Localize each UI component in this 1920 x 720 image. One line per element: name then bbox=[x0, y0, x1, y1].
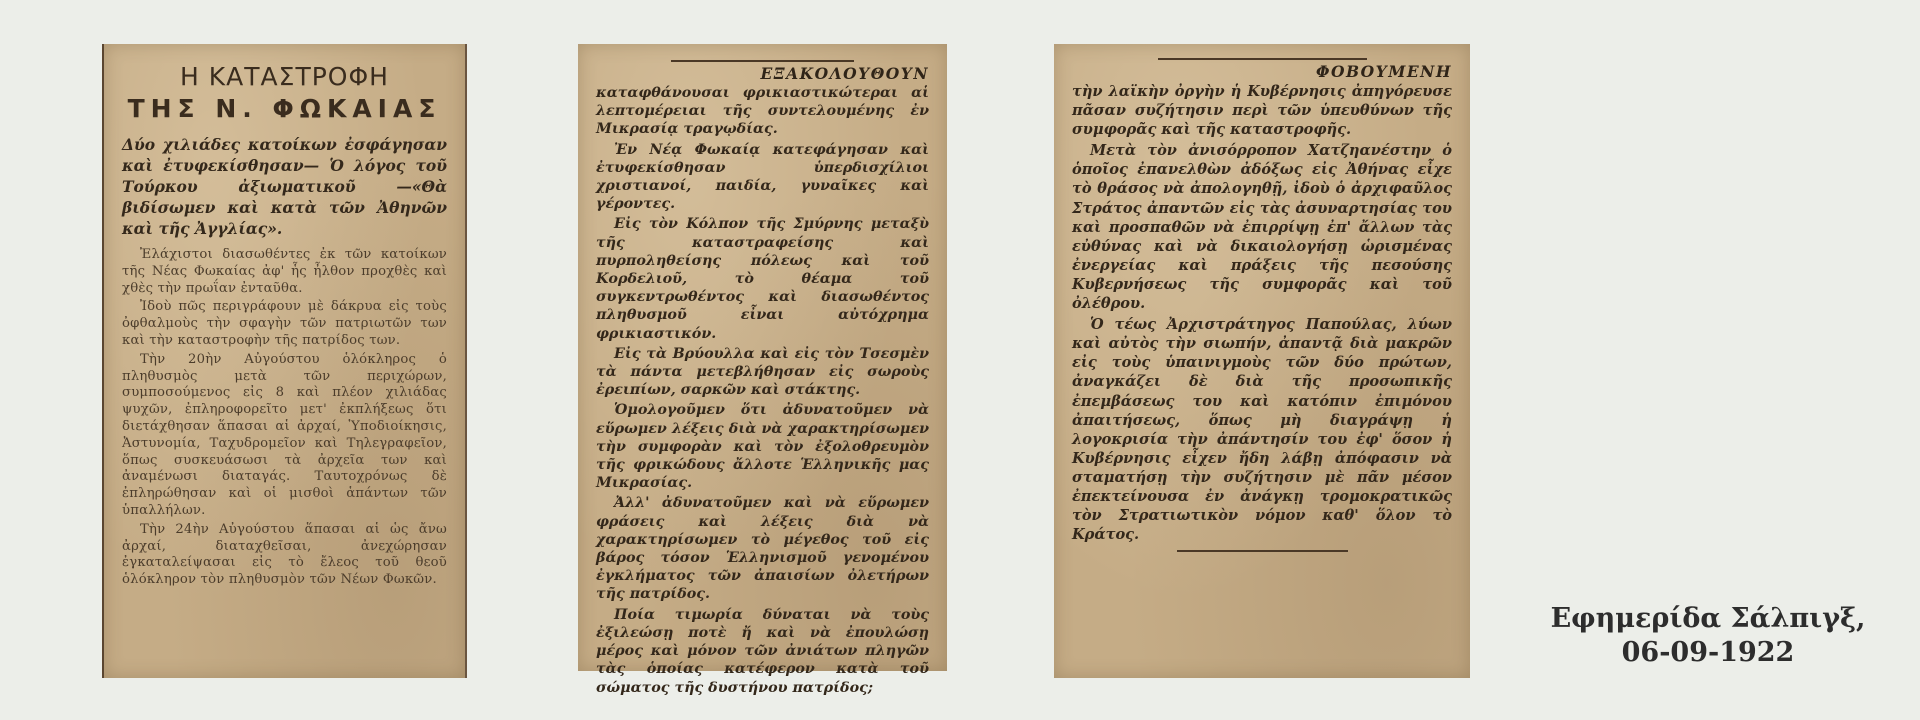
article-subheading: Δύο χιλιάδες κατοίκων ἐσφάγησαν καὶ ἐτυφεκίσθησαν— Ὁ λόγος τοῦ Τούρκου ἀξιωματικοῦ —«Θὰ βιδίσωμεν καὶ κατὰ τῶν Ἀθηνῶν καὶ τῆς Ἀγγλίας». bbox=[122, 135, 447, 238]
article-paragraph: τὴν λαϊκὴν ὀργὴν ἡ Κυβέρνησις ἀπηγόρευσε πᾶσαν συζήτησιν περὶ τῶν ὑπευθύνων τῆς συμφορᾶς καὶ τῆς καταστροφῆς. bbox=[1072, 83, 1452, 139]
article-paragraph: Ὁ τέως Ἀρχιστράτηγος Παπούλας, λύων καὶ αὐτὸς τὴν σιωπήν, ἀπαντᾷ διὰ μακρῶν εἰς τοὺς ὑπαινιγμοὺς τῶν δύο πρώτων, ἀναγκάζει δὲ διὰ τῆς προσωπικῆς ἐπεμβάσεως του καὶ κατόπιν ἐπιμόνου ἀπαιτήσεως, ὅπως μὴ διαγράψῃ ἡ λογοκρισία τὴν ἀπάντησίν του ἐφ' ὅσον ἡ Κυβέρνησις εἶχεν ἤδη λάβῃ ἀπόφασιν νὰ σταματήσῃ τὴν συζήτησιν μὲ πᾶν μέσον ἐπεκτείνουσα ἐν ἀνάγκῃ τρομοκρατικῶς τὸν Στρατιωτικὸν νόμον καθ' ὅλον τὸ Κράτος. bbox=[1072, 316, 1452, 544]
newspaper-clipping-catastrophe bbox=[102, 44, 467, 678]
decorative-rule bbox=[1158, 58, 1367, 60]
article-paragraph: Ποία τιμωρία δύναται νὰ τοὺς ἐξιλεώσῃ ποτὲ ἤ καὶ νὰ ἐπουλώσῃ μέρος καὶ μόνον τῶν ἀνιάτων πληγῶν τὰς ὁποίας κατέφερον κατὰ τοῦ σώματος τῆς δυστήνου πατρίδος; bbox=[596, 606, 929, 696]
newspaper-clipping-continuing bbox=[578, 44, 947, 696]
decorative-rule bbox=[1177, 550, 1348, 552]
article-paragraph: Τὴν 20ὴν Αὐγούστου ὁλόκληρος ὁ πληθυσμὸς μετὰ τῶν περιχώρων, συμποσούμενος εἰς 8 καὶ πλέον χιλιάδας ψυχῶν, ἐπληροφορεῖτο μετ' ἐκπλήξεως ὅτι διετάχθησαν ἅπασαι αἱ ἀρχαί, Ὑποδιοίκησις, Ἀστυνομία, Ταχυδρομεῖον καὶ Τηλεγραφεῖον, ὅπως συσκευάσωσι τὰ ἀρχεῖα των καὶ ἀναμένωσι διαταγάς. Ταυτοχρόνως δὲ ἐπληρώθησαν καὶ οἱ μισθοὶ ἁπάντων τῶν ὑπαλλήλων. bbox=[122, 351, 447, 518]
decorative-rule bbox=[671, 60, 854, 62]
article-paragraph: Τὴν 24ὴν Αὐγούστου ἅπασαι αἱ ὡς ἄνω ἀρχαί, διαταχθεῖσαι, ἀνεχώρησαν ἐγκαταλείψασαι εἰς τὸ ἔλεος τοῦ θεοῦ ὁλόκληρον τὸν πληθυσμὸν τῶν Νέων Φωκῶν. bbox=[122, 521, 447, 588]
article-title-line2: ΤΗΣ Ν. ΦΩΚΑΙΑΣ bbox=[127, 94, 442, 123]
caption-newspaper-name: Εφημερίδα Σάλπιγξ, bbox=[1550, 603, 1866, 634]
article-paragraph: Εἰς τὰ Βρύουλλα καὶ εἰς τὸν Τσεσμὲν τὰ πάντα μετεβλήθησαν εἰς σωροὺς ἐρειπίων, σαρκῶν καὶ στάκτης. bbox=[596, 345, 929, 399]
caption-date: 06-09-1922 bbox=[1621, 637, 1795, 668]
source-caption bbox=[1528, 602, 1888, 670]
article-paragraph: Ἐν Νέᾳ Φωκαίᾳ κατεφάγησαν καὶ ἐτυφεκίσθησαν ὑπερδισχίλιοι χριστιανοί, παιδία, γυναῖκες καὶ γέροντες. bbox=[596, 141, 929, 213]
article-paragraph: Ἰδοὺ πῶς περιγράφουν μὲ δάκρυα εἰς τοὺς ὀφθαλμοὺς τὴν σφαγὴν τῶν πατριωτῶν των καὶ τὴν καταστροφὴν τῆς πατρίδος των. bbox=[122, 299, 447, 348]
article-paragraph: Ἀλλ' ἀδυνατοῦμεν καὶ νὰ εὕρωμεν φράσεις καὶ λέξεις διὰ νὰ χαρακτηρίσωμεν τὸ μέγεθος τοῦ εἰς βάρος τόσον Ἑλληνισμοῦ γενομένου ἐγκλήματος τῶν ἀπαισίων ὀλετήρων τῆς πατρίδος. bbox=[596, 495, 929, 603]
article-paragraph: Μετὰ τὸν ἀνισόρροπον Χατζηανέστην ὁ ὁποῖος ἐπανελθὼν ἀδόξως εἰς Ἀθήνας εἶχε τὸ θράσος νὰ ἀπολογηθῇ, ἰδοὺ ὁ ἀρχιφαῦλος Στράτος ἀπαντῶν εἰς τὰς ἀσυναρτησίας του καὶ προσπαθῶν νὰ ἐπιρρίψῃ ἐπ' ἄλλων τὰς εὐθύνας καὶ νὰ δικαιολογήσῃ ὡρισμένας ἐνεργείας καὶ πράξεις τῆς πεσούσης Κυβερνήσεως τῆς συμφορᾶς καὶ τοῦ ὀλέθρου. bbox=[1072, 142, 1452, 313]
article-paragraph: Ἐλάχιστοι διασωθέντες ἐκ τῶν κατοίκων τῆς Νέας Φωκαίας ἀφ' ἧς ἦλθον προχθὲς καὶ χθὲς τὴν πρωΐαν ἐνταῦθα. bbox=[122, 247, 447, 296]
article-title-line1: Η ΚΑΤΑΣΤΡΟΦΗ bbox=[180, 62, 389, 91]
article-paragraph: Ὁμολογοῦμεν ὅτι ἀδυνατοῦμεν νὰ εὕρωμεν λέξεις διὰ νὰ χαρακτηρίσωμεν τὴν συμφορὰν καὶ τὸν ἐξολοθρευμὸν τῆς φρικώδους ἄλλοτε Ἑλληνικῆς μας Μικρασίας. bbox=[596, 402, 929, 492]
article-paragraph: καταφθάνουσαι φρικιαστικώτεραι αἱ λεπτομέρειαι τῆς συντελουμένης ἐν Μικρασίᾳ τραγῳδίας. bbox=[596, 85, 929, 138]
clipping-header: ΕΞΑΚΟΛΟΥΘΟΥΝ bbox=[760, 64, 929, 83]
article-paragraph: Εἰς τὸν Κόλπον τῆς Σμύρνης μεταξὺ τῆς καταστραφείσης καὶ πυρποληθείσης πόλεως καὶ τοῦ Κορδελιοῦ, τὸ θέαμα τοῦ συγκεντρωθέντος καὶ διασωθέντος πληθυσμοῦ εἶναι αὐτόχρημα φρικιαστικόν. bbox=[596, 216, 929, 342]
newspaper-clipping-fearing bbox=[1054, 44, 1470, 678]
clipping-header: ΦΟΒΟΥΜΕΝΗ bbox=[1316, 62, 1452, 81]
